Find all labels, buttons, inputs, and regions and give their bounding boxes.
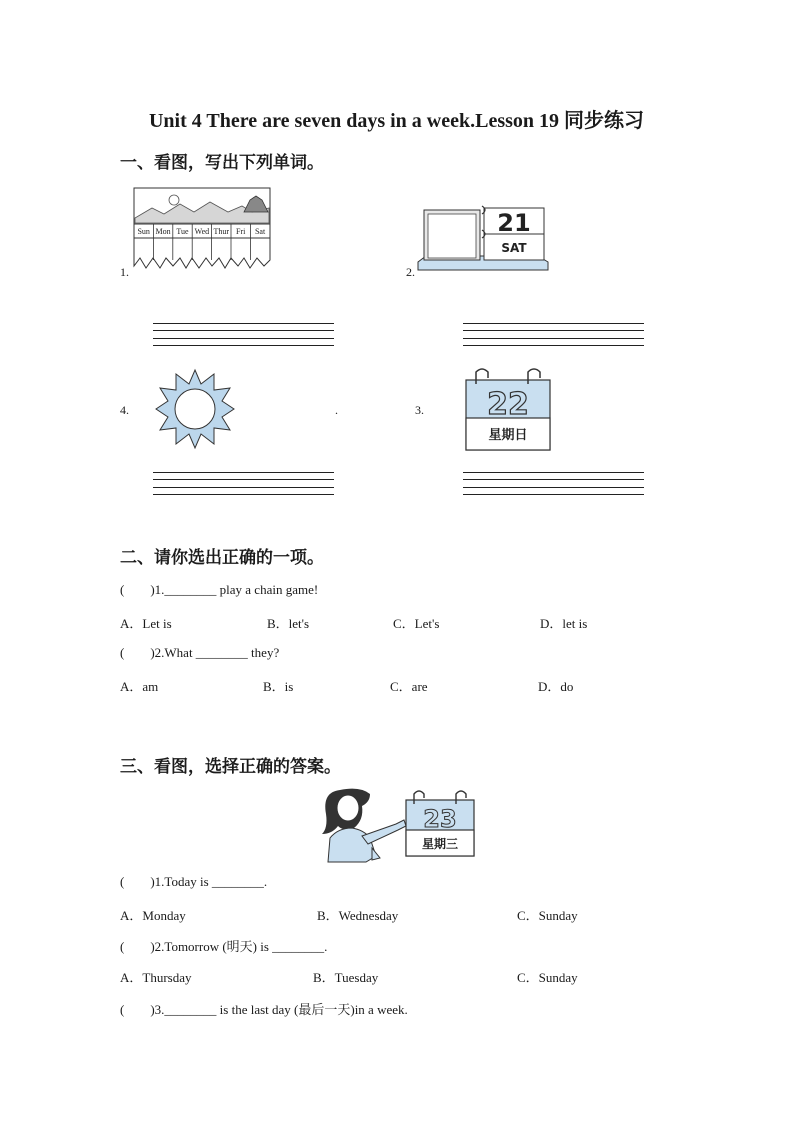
option-d[interactable]: D．do [538,679,574,694]
question-2-1: ( )1.________ play a chain game! [120,582,319,597]
option-c[interactable]: C．Sunday [517,908,578,923]
item3-number: 3. [415,403,424,417]
wall-calendar-picture [462,366,554,454]
calendar-day-label: Sun [137,227,150,236]
section3-heading: 三、看图，选择正确的答案。 [120,757,341,777]
writing-lines[interactable] [153,323,334,347]
teacher-calendar-picture [318,784,478,864]
option-c[interactable]: C．Sunday [517,970,578,985]
calendar-day-label: Fri [236,227,246,236]
option-d[interactable]: D．let is [540,616,588,631]
calendar-date: 22 [487,387,529,422]
option-b[interactable]: B．is [263,679,294,694]
calendar-weekday: SAT [501,241,527,255]
writing-lines[interactable] [463,472,644,496]
calendar-date: 21 [497,209,531,237]
page-title: Unit 4 There are seven days in a week.Lesson 19 同步练习 [148,110,645,132]
question-3-3: ( )3.________ is the last day (最后一天)in a week. [120,1002,408,1017]
sun-icon [154,368,236,450]
option-b[interactable]: B．let's [267,616,310,631]
section2-heading: 二、请你选出正确的一项。 [120,548,324,568]
option-c[interactable]: C．Let's [393,616,440,631]
item2-number: 2. [406,265,415,279]
question-3-2: ( )2.Tomorrow (明天) is ________. [120,939,328,954]
option-c[interactable]: C．are [390,679,428,694]
calendar-day-label: Thur [213,227,230,236]
week-calendar-picture [132,186,272,272]
calendar-day-label: Wed [194,227,210,236]
calendar-day-label: Tue [176,227,189,236]
item4-dot: . [335,403,338,417]
section1-heading: 一、看图，写出下列单词。 [120,153,324,173]
calendar-day-label: Mon [155,227,171,236]
desk-calendar-picture [416,204,550,276]
writing-lines[interactable] [463,323,644,347]
calendar-day-label: Sat [254,227,266,236]
calendar-weekday: 星期日 [488,428,528,443]
option-a[interactable]: A．Thursday [120,970,192,985]
question-2-2: ( )2.What ________ they? [120,645,280,660]
item1-number: 1. [120,265,129,279]
option-a[interactable]: A．Let is [120,616,172,631]
option-b[interactable]: B．Tuesday [313,970,379,985]
item4-number: 4. [120,403,129,417]
option-a[interactable]: A．am [120,679,159,694]
calendar-weekday: 星期三 [421,837,459,851]
question-3-1: ( )1.Today is ________. [120,874,268,889]
writing-lines[interactable] [153,472,334,496]
option-a[interactable]: A．Monday [120,908,186,923]
option-b[interactable]: B．Wednesday [317,908,399,923]
calendar-date: 23 [423,805,457,833]
